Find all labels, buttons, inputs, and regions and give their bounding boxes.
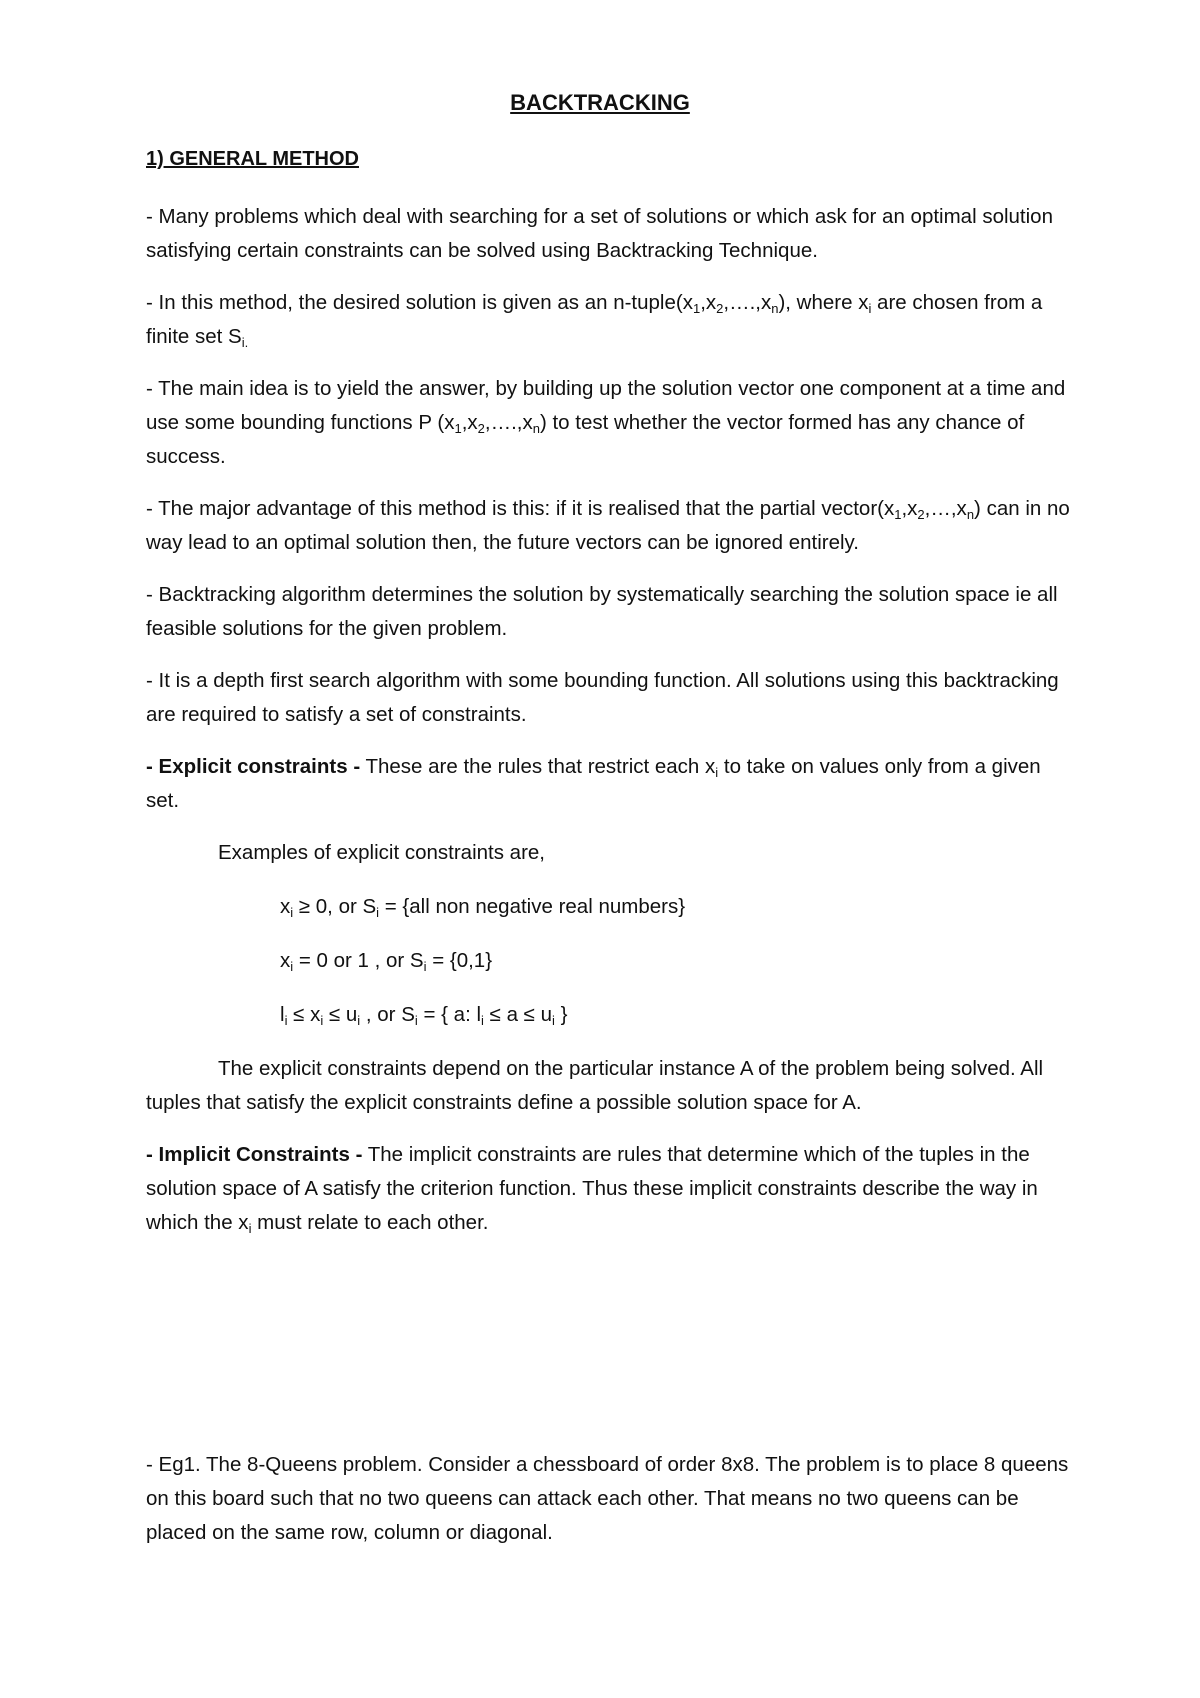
text-run: ,…,x: [924, 497, 967, 520]
text-run: = {0,1}: [426, 949, 493, 972]
text-run: x: [280, 895, 291, 918]
subscript: i: [357, 1013, 361, 1028]
text-run: ,x: [700, 291, 717, 314]
subscript: n: [966, 507, 975, 522]
subscript: 2: [477, 421, 485, 436]
subscript: 1: [454, 421, 462, 436]
subscript: i: [868, 301, 872, 316]
text-run: = 0 or 1 , or S: [293, 949, 424, 972]
explicit-constraints-label: - Explicit constraints -: [146, 755, 361, 778]
paragraph-1: - Many problems which deal with searching for a set of solutions or which ask for an optimal solution satisfying certain constraints can be solved using Backtracking Technique.: [146, 205, 1053, 262]
paragraph-6: - It is a depth first search algorithm with some bounding function. All solutions using this backtracking are required to satisfy a set of constraints.: [146, 669, 1059, 726]
paragraph-5: - Backtracking algorithm determines the solution by systematically searching the solution space ie all feasible solutions for the given problem.: [146, 583, 1058, 640]
section-heading: 1) GENERAL METHOD: [146, 148, 359, 170]
implicit-constraints-label: - Implicit Constraints -: [146, 1143, 363, 1166]
text-run: ≤ x: [287, 1003, 321, 1026]
subscript: n: [771, 301, 779, 316]
subscript: i: [248, 1221, 252, 1236]
text-run: - The major advantage of this method is this: if it is realised that the partial vector(x: [146, 497, 895, 520]
text-run: - The main idea is to yield the answer, by building up the solution vector one component at a time and use some bounding functions P (x: [146, 377, 1066, 434]
example-1: [280, 890, 1080, 924]
subscript: i: [290, 905, 294, 920]
paragraph-7: The explicit constraints depend on the particular instance A of the problem being solved. All tuples that satisfy the explicit constraints define a possible solution space for A.: [146, 1057, 1044, 1114]
subscript: i: [423, 959, 427, 974]
example-2: [280, 944, 1080, 978]
paragraph-2: [146, 286, 1076, 354]
text-run: x: [280, 949, 291, 972]
text-run: to take on values only from a given set.: [146, 755, 1041, 812]
paragraph-3: [146, 372, 1076, 474]
text-run: ≥ 0, or S: [293, 895, 377, 918]
text-run: These are the rules that restrict each x: [360, 755, 716, 778]
document-title: BACKTRACKING: [510, 90, 690, 115]
text-run: = { a: l: [417, 1003, 482, 1026]
subscript: i: [481, 1013, 484, 1028]
subscript: n: [532, 421, 540, 436]
text-run: ,x: [461, 411, 478, 434]
text-run: ,….,x: [484, 411, 533, 434]
subscript: i: [320, 1013, 324, 1028]
text-run: = {all non negative real numbers}: [379, 895, 686, 918]
subscript: i: [284, 1013, 288, 1028]
text-run: ) can in no way lead to an optimal solution then, the future vectors can be ignored entirely.: [146, 497, 1070, 554]
subscript: 2: [917, 507, 925, 522]
explicit-constraints-paragraph: [146, 750, 1076, 818]
text-run: ≤ u: [323, 1003, 358, 1026]
subscript: i: [290, 959, 294, 974]
text-run: ≤ a ≤ u: [483, 1003, 553, 1026]
text-run: l: [280, 1003, 285, 1026]
examples-intro: Examples of explicit constraints are,: [218, 841, 545, 864]
text-run: must relate to each other.: [251, 1211, 489, 1234]
subscript: i: [376, 905, 380, 920]
text-run: The implicit constraints are rules that determine which of the tuples in the solution space of A satisfy the criterion function. Thus these implicit constraints describe the way in which the x: [146, 1143, 1038, 1234]
subscript: i: [414, 1013, 418, 1028]
subscript: 1: [692, 301, 701, 316]
text-run: ), where x: [778, 291, 869, 314]
paragraph-4: [146, 492, 1076, 560]
text-run: }: [554, 1003, 568, 1026]
text-run: , or S: [360, 1003, 415, 1026]
text-run: ) to test whether the vector formed has any chance of success.: [146, 411, 1025, 468]
subscript: i: [715, 765, 719, 780]
example-3: [280, 998, 1080, 1032]
text-run: are chosen from a finite set S: [146, 291, 1043, 348]
subscript: 2: [716, 301, 724, 316]
subscript: 1: [894, 507, 902, 522]
text-run: ,….,x: [723, 291, 772, 314]
subscript: i.: [241, 335, 249, 350]
text-run: - In this method, the desired solution is given as an n-tuple(x: [146, 291, 693, 314]
implicit-constraints-paragraph: [146, 1138, 1076, 1240]
subscript: i: [552, 1013, 555, 1028]
text-run: ,x: [901, 497, 918, 520]
paragraph-8: - Eg1. The 8-Queens problem. Consider a chessboard of order 8x8. The problem is to place 8 queens on this board such that no two queens can attack each other. That means no two queens can be placed on the same row, column or diagonal.: [146, 1453, 1069, 1544]
